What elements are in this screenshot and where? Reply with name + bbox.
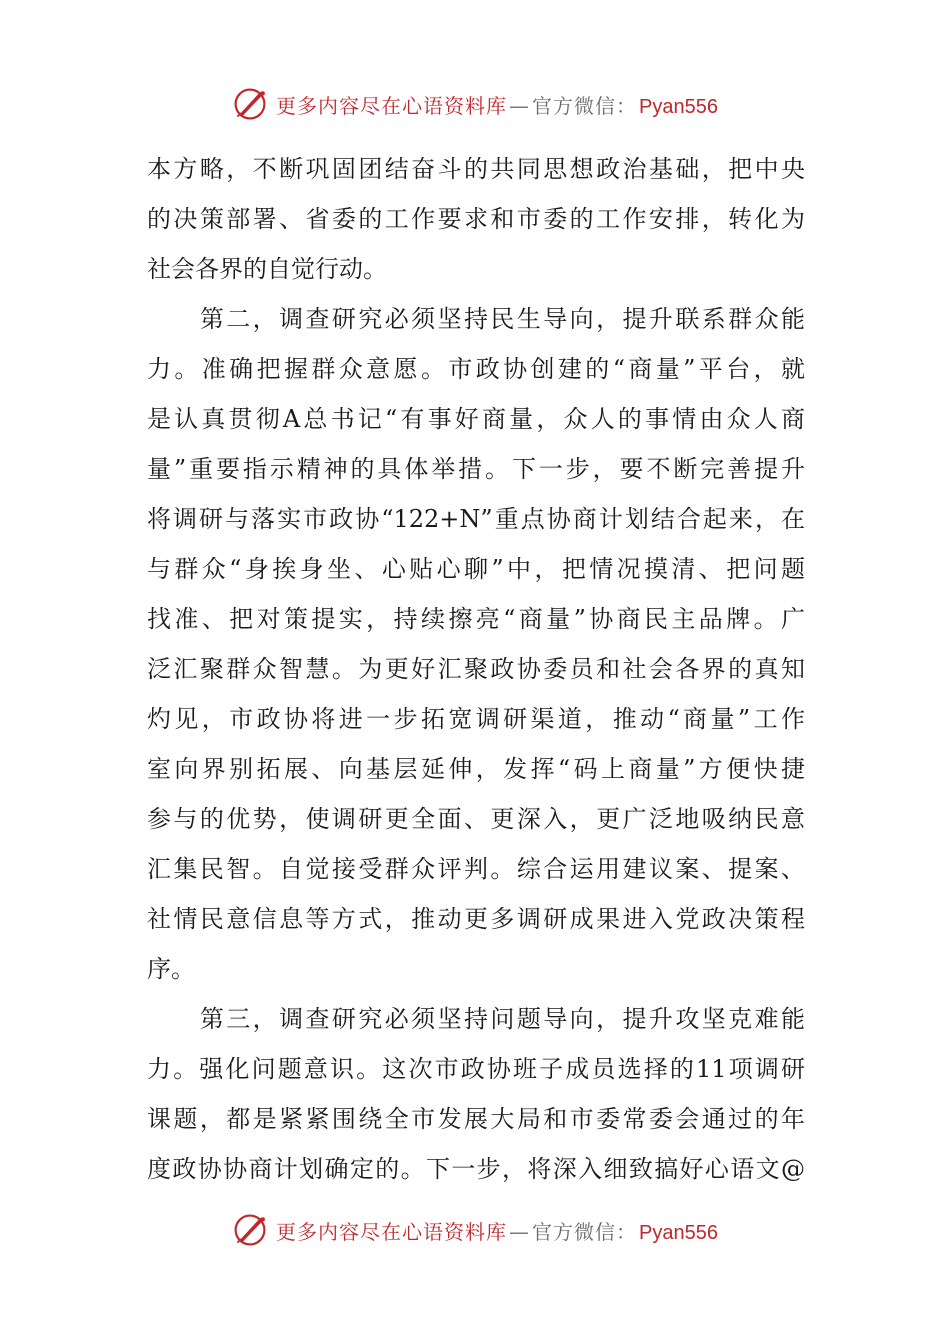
text-line: 量”重要指示精神的具体举措。下一步，要不断完善提升 <box>147 455 805 483</box>
text-line: 力。强化问题意识。这次市政协班子成员选择的11项调研 <box>147 1055 805 1083</box>
text-line: 力。准确把握群众意愿。市政协创建的“商量”平台，就 <box>147 355 805 383</box>
text-line: 将调研与落实市政协“122+N”重点协商计划结合起来，在 <box>147 505 805 533</box>
quill-logo-icon <box>232 86 268 122</box>
header-wechat-label: 官方微信： <box>532 93 638 118</box>
text-line: 序。 <box>147 955 195 983</box>
footer-wechat-label: 官方微信： <box>532 1219 638 1244</box>
paragraph-2 <box>147 294 805 994</box>
footer-brand: 更多内容尽在心语资料库 <box>276 1219 508 1244</box>
text-line: 的决策部署、省委的工作要求和市委的工作安排，转化为 <box>147 205 805 233</box>
paragraph-3 <box>147 994 805 1194</box>
footer-wechat-handle: Pyan556 <box>639 1221 718 1244</box>
header-text <box>276 90 718 119</box>
text-line: 课题，都是紧紧围绕全市发展大局和市委常委会通过的年 <box>147 1105 805 1133</box>
header-brand: 更多内容尽在心语资料库 <box>276 93 508 118</box>
text-line: 社情民意信息等方式，推动更多调研成果进入党政决策程 <box>147 905 805 933</box>
text-line: 是认真贯彻A总书记“有事好商量，众人的事情由众人商 <box>147 405 805 433</box>
text-line: 找准、把对策提实，持续擦亮“商量”协商民主品牌。广 <box>147 605 805 633</box>
text-line: 泛汇聚群众智慧。为更好汇聚政协委员和社会各界的真知 <box>147 655 805 683</box>
header-banner <box>0 82 950 126</box>
footer-banner <box>0 1208 950 1252</box>
text-line: 参与的优势，使调研更全面、更深入，更广泛地吸纳民意 <box>147 805 805 833</box>
quill-logo-icon <box>232 1212 268 1248</box>
text-line: 度政协协商计划确定的。下一步，将深入细致搞好心语文@ <box>147 1155 805 1183</box>
paragraph-1 <box>147 144 805 294</box>
text-line: 汇集民智。自觉接受群众评判。综合运用建议案、提案、 <box>147 855 805 883</box>
header-wechat-handle: Pyan556 <box>639 95 718 118</box>
text-line: 室向界别拓展、向基层延伸，发挥“码上商量”方便快捷 <box>147 755 805 783</box>
footer-separator: — <box>509 1219 531 1244</box>
text-line: 本方略，不断巩固团结奋斗的共同思想政治基础，把中央 <box>147 155 805 183</box>
text-line: 灼见，市政协将进一步拓宽调研渠道，推动“商量”工作 <box>147 705 805 733</box>
text-line: 社会各界的自觉行动。 <box>147 255 387 283</box>
text-line: 第三，调查研究必须坚持问题导向，提升攻坚克难能 <box>147 1005 805 1033</box>
document-body <box>147 144 805 1194</box>
text-line: 第二，调查研究必须坚持民生导向，提升联系群众能 <box>147 305 805 333</box>
footer-text <box>276 1216 718 1245</box>
header-separator: — <box>509 93 531 118</box>
text-line: 与群众“身挨身坐、心贴心聊”中，把情况摸清、把问题 <box>147 555 805 583</box>
